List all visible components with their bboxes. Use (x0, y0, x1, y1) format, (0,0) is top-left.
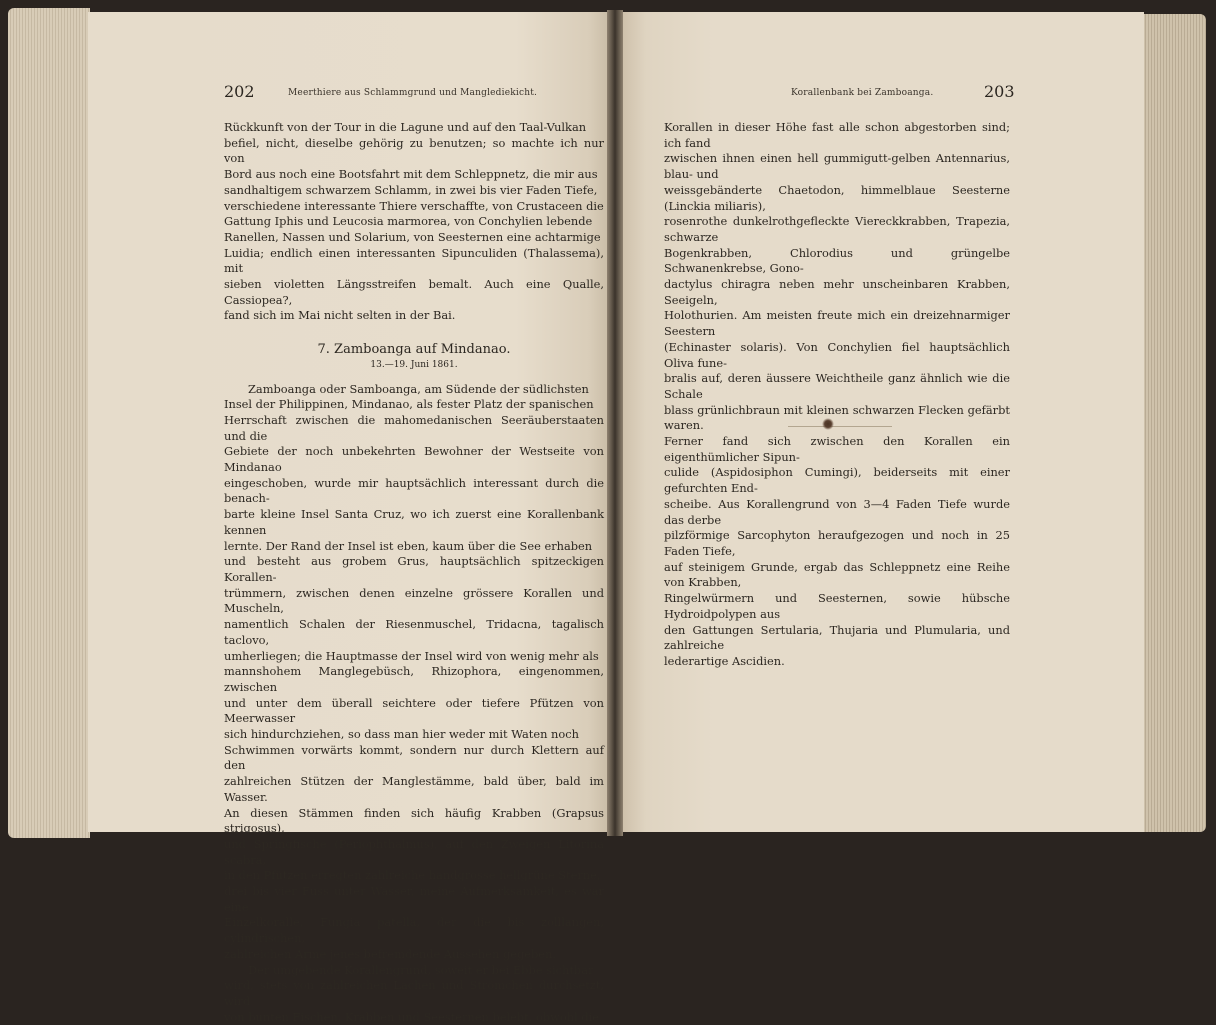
text-line: fand sich im Mai nicht selten in der Bai. (224, 308, 456, 323)
text-line: Herrschaft zwischen die mahomedanischen Seeräuberstaaten und die (224, 412, 604, 443)
text-line: Bogenkrabben, Chlorodius und grüngelbe Schwanenkrebse, Gono- (664, 245, 1010, 276)
text-line: Gattung Iphis und Leucosia marmorea, von Conchylien lebende (224, 214, 593, 229)
text-line: zwischen ihnen einen hell gummigutt-gelben Antennarius, blau- und (664, 151, 1010, 182)
text-line: Rückkunft von der Tour in die Lagune und auf den Taal-Vulkan (224, 120, 587, 134)
text-line: Einzelkoralle, Fungia patella, der die bis zolllangen, cylindrischen, (224, 915, 604, 946)
text-line: sich hindurchziehen, so dass man hier weder mit Waten noch (224, 727, 579, 742)
section-date: 13.—19. Juni 1861. (370, 359, 458, 370)
book-gutter (607, 10, 623, 836)
text-line: Ferner fand sich zwischen den Korallen ein eigenthümlicher Sipun- (664, 434, 1010, 464)
text-line: bralis auf, deren äussere Weichtheile ganz ähnlich wie die Schale (664, 371, 1010, 401)
text-line: lernte. Der Rand der Insel ist eben, kaum über die See erhaben (224, 538, 593, 553)
text-line: und unter dem überall seichtere oder tiefere Pfützen von Meerwasser (224, 695, 604, 726)
text-line: dactylus chiragra neben mehr unscheinbaren Krabben, Seeigeln, (664, 277, 1010, 307)
text-line: sandhaltigem schwarzem Schlamm, in zwei bis vier Faden Tiefe, (224, 182, 598, 197)
text-line: trümmern, zwischen denen einzelne grössere Korallen und Muscheln, (224, 585, 604, 616)
text-line: Insel der Philippinen, Mindanao, als fester Platz der spanischen (224, 397, 594, 412)
paragraph-2 (224, 382, 604, 963)
text-line: culide (Aspidosiphon Cumingi), beiderseits mit einer gefurchten End- (664, 465, 1010, 496)
ink-blot (822, 418, 834, 430)
text-line: zahlreichen Arme jenes befremdende Aussehen gegeben. (224, 946, 557, 961)
text-line: und Springfische (Periophthalmus), auf den Zweigen Litorina scabra, (224, 836, 604, 867)
text-line: (Echinaster solaris). Von Conchylien fiel hauptsächlich Oliva fune- (664, 339, 1010, 370)
text-line: auf steinigem Grunde, ergab das Schleppnetz eine Reihe von Krabben, (664, 559, 1010, 590)
text-line: Ringelwürmern und Seesternen, sowie hübsche Hydroidpolypen aus (664, 591, 1010, 621)
end-rule (788, 426, 892, 427)
text-line: von bunten Fischen, Krabben und Seesternen belebt, obwohl die (224, 1009, 600, 1024)
left-page-body (224, 120, 604, 1025)
text-line: in den Pfützen erregten zahlreiche handgrosse hellgrüne Sterne, (224, 868, 601, 883)
page-edges-left (8, 8, 90, 838)
text-line: Schwimmen vorwärts kommt, sondern nur durch Klettern auf den (224, 742, 604, 773)
text-line: mannshohem Manglegebüsch, Rhizophora, eingenommen, zwischen (224, 664, 604, 694)
text-line: Luidia; endlich einen interessanten Sipunculiden (Thalassema), mit (224, 245, 604, 276)
text-line: An diesen Stämmen finden sich häufig Krabben (Grapsus strigosus), (224, 805, 604, 836)
text-line: wird, stets von zahlreichen Lachen und Strömchen durchsetzt, wird (224, 978, 604, 1008)
left-page-number: 202 (224, 82, 255, 101)
text-line: Holothurien. Am meisten freute mich ein dreizehnarmiger Seestern (664, 308, 1010, 339)
right-page-body (664, 120, 1010, 670)
text-line: barte kleine Insel Santa Cruz, wo ich zuerst eine Korallenbank kennen (224, 507, 604, 537)
text-line: und besteht aus grobem Grus, hauptsächlich spitzeckigen Korallen- (224, 554, 604, 584)
text-line: pilzförmige Sarcophyton heraufgezogen und noch in 25 Faden Tiefe, (664, 528, 1010, 558)
right-running-head: Korallenbank bei Zamboanga. (791, 88, 934, 98)
text-line: blass grünlichbraun mit kleinen schwarzen Flecken gefärbt waren. (664, 402, 1010, 433)
text-line: den Gattungen Sertularia, Thujaria und Plumularia, und zahlreiche (664, 622, 1010, 653)
text-line: eingeschoben, wurde mir hauptsächlich interessant durch die benach- (224, 475, 604, 506)
text-line: scheibe. Aus Korallengrund von 3—4 Faden Tiefe wurde das derbe (664, 496, 1010, 527)
text-line: Bord aus noch eine Bootsfahrt mit dem Schleppnetz, die mir aus (224, 167, 598, 182)
paragraph-1 (224, 120, 604, 324)
text-line: lederartige Ascidien. (664, 653, 785, 668)
text-line: befiel, nicht, dieselbe gehörig zu benutzen; so machte ich nur von (224, 135, 604, 166)
text-line: Gebiete der noch unbekehrten Bewohner der Westseite von Mindanao (224, 444, 604, 475)
right-page-number: 203 (984, 82, 1015, 101)
text-line: rosenrothe dunkelrothgefleckte Viereckkrabben, Trapezia, schwarze (664, 214, 1010, 244)
text-line: Zamboanga oder Samboanga, am Südende der südlichsten (248, 381, 589, 396)
text-line: weissgebänderte Chaetodon, himmelblaue Seesterne (Linckia miliaris), (664, 182, 1010, 213)
text-line: Der umgebende Korallengrund, soweit er bei Ebbe sichtbar (248, 962, 594, 977)
paragraph-3 (224, 963, 604, 1025)
text-line: verschiedene interessante Thiere verschaffte, von Crustaceen die (224, 198, 604, 213)
text-line: namentlich Schalen der Riesenmuschel, Tridacna, tagalisch taclovo, (224, 617, 604, 647)
text-line: umherliegen; die Hauptmasse der Insel wird von wenig mehr als (224, 648, 599, 663)
text-line: zahlreichen Stützen der Manglestämme, bald über, bald im Wasser. (224, 774, 604, 804)
left-running-head: Meerthiere aus Schlammgrund und Manglediekicht. (288, 88, 538, 98)
section-heading: 7. Zamboanga auf Mindanao. (317, 342, 511, 358)
text-line: Ranellen, Nassen und Solarium, von Seesternen eine achtarmige (224, 229, 601, 244)
text-line: drei bis vier Fuss unter Wasser, meine Aufmerksamkeit, es war eine (224, 884, 604, 914)
text-line: Korallen in dieser Höhe fast alle schon abgestorben sind; ich fand (664, 120, 1010, 150)
text-line: sieben violetten Längsstreifen bemalt. Auch eine Qualle, Cassiopea?, (224, 277, 604, 307)
page-edges-right (1140, 14, 1206, 832)
